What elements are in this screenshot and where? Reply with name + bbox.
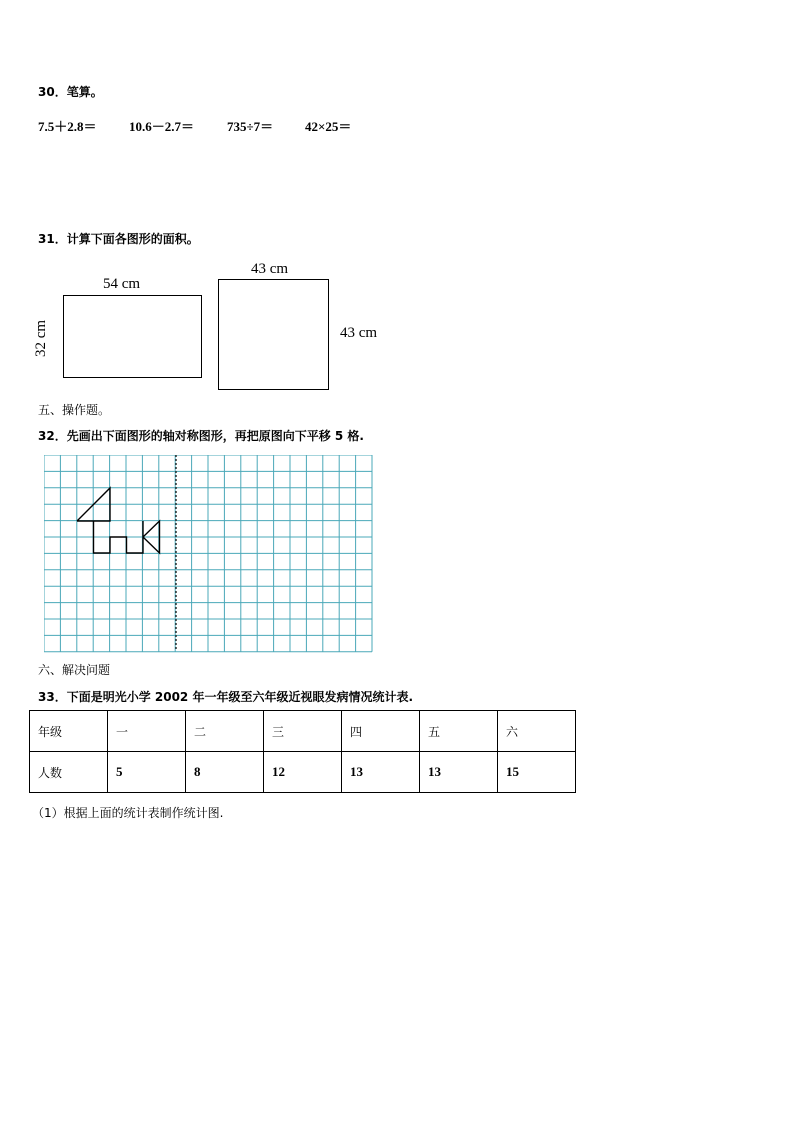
expression-2: 10.6－2.7＝ <box>129 119 195 134</box>
count-cell: 15 <box>498 752 576 793</box>
question-32-title: 32．先画出下面图形的轴对称图形，再把原图向下平移 5 格. <box>38 429 364 443</box>
grade-cell: 二 <box>186 711 264 752</box>
grade-cell: 四 <box>342 711 420 752</box>
count-cell: 13 <box>420 752 498 793</box>
table-row <box>30 711 576 752</box>
question-33-title: 33．下面是明光小学 2002 年一年级至六年级近视眼发病情况统计表. <box>38 690 414 704</box>
rectangle-width-label: 54 cm <box>103 276 141 292</box>
section-6-title: 六、解决问题 <box>38 663 111 677</box>
grade-cell: 六 <box>498 711 576 752</box>
grade-cell: 五 <box>420 711 498 752</box>
question-33-sub-1: （1）根据上面的统计表制作统计图. <box>32 806 224 820</box>
square-top-label: 43 cm <box>251 261 289 277</box>
expression-4: 42×25＝ <box>305 119 352 134</box>
table-header-count: 人数 <box>30 752 108 793</box>
table-row <box>30 752 576 793</box>
expression-1: 7.5＋2.8＝ <box>38 119 97 134</box>
grid-figure <box>44 455 374 653</box>
section-5-title: 五、操作题。 <box>38 403 111 417</box>
question-31-title: 31．计算下面各图形的面积。 <box>38 232 199 246</box>
square-side-label: 43 cm <box>340 325 378 341</box>
count-cell: 13 <box>342 752 420 793</box>
count-cell: 5 <box>108 752 186 793</box>
table-header-grade: 年级 <box>30 711 108 752</box>
square-figure <box>218 279 329 390</box>
rectangle-height-label: 32 cm <box>33 319 50 358</box>
grade-cell: 一 <box>108 711 186 752</box>
grade-cell: 三 <box>264 711 342 752</box>
rectangle-figure <box>63 295 202 378</box>
count-cell: 12 <box>264 752 342 793</box>
expression-3: 735÷7＝ <box>227 119 274 134</box>
question-30-title: 30．笔算。 <box>38 85 103 99</box>
statistics-table <box>29 710 576 793</box>
count-cell: 8 <box>186 752 264 793</box>
